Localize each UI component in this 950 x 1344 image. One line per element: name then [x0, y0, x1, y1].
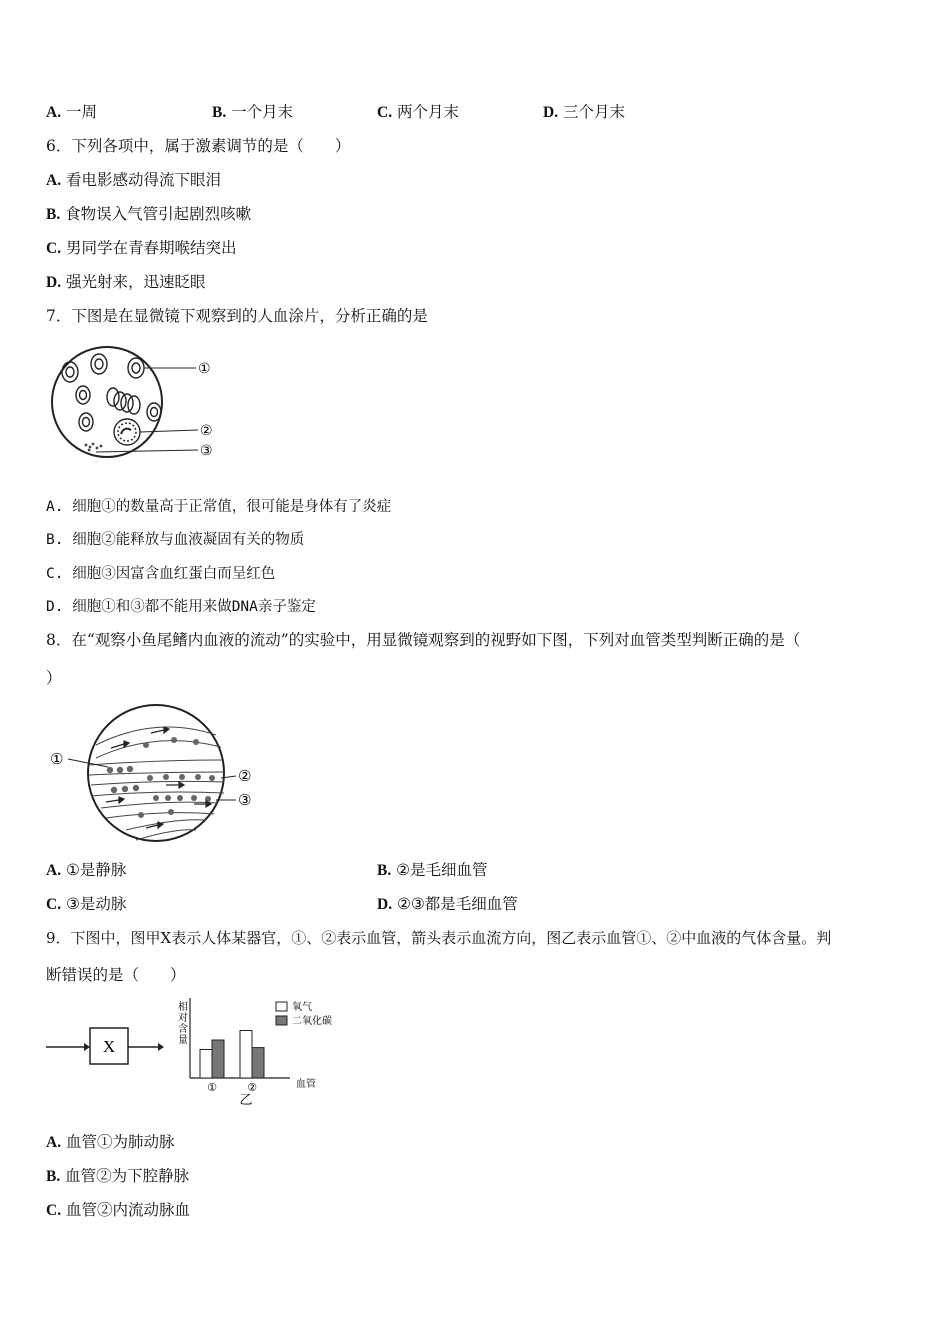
fish-tail-vessel-figure [46, 700, 266, 850]
q8-label-2: ② [238, 767, 252, 785]
bar-oxygen-vessel-2 [240, 1031, 252, 1079]
q7-label-3: ③ [200, 443, 213, 459]
bar-co2-vessel-1 [212, 1040, 224, 1078]
chart-xlabel: 血管 [296, 1079, 316, 1090]
q7-option-a: A. 细胞①的数量高于正常值，很可能是身体有了炎症 [46, 499, 392, 515]
q8-stem-line2: ） [46, 669, 62, 687]
q8-stem-line1: 8．在“观察小鱼尾鳍内血液的流动”的实验中，用显微镜观察到的视野如下图，下列对血管类型判断正确的是（ [46, 631, 801, 649]
q5-option-a: A. 一周 [46, 103, 98, 121]
q6-option-a: A. 看电影感动得流下眼泪 [46, 171, 222, 189]
legend-oxygen-swatch [276, 1002, 287, 1011]
legend-oxygen: 氧气 [292, 1002, 312, 1013]
bar-oxygen-vessel-1 [200, 1050, 212, 1079]
q8-option-b: B. ②是毛细血管 [377, 861, 488, 879]
q7-option-c: C. 细胞③因富含血红蛋白而呈红色 [46, 566, 276, 582]
q9-stem-line1: 9．下图中，图甲X表示人体某器官，①、②表示血管，箭头表示血流方向，图乙表示血管①、②中血液的气体含量。判 [46, 929, 832, 947]
q7-label-2: ② [200, 423, 213, 439]
q8-label-1: ① [50, 750, 64, 768]
q8-option-a: A. ①是静脉 [46, 861, 127, 879]
chart-legend [276, 1000, 332, 1027]
organ-label: X [102, 1037, 116, 1056]
q9-option-a: A. 血管①为肺动脉 [46, 1133, 175, 1151]
gas-content-chart [168, 996, 368, 1108]
q6-stem: 6．下列各项中，属于激素调节的是（ ） [46, 137, 351, 155]
q5-option-d: D. 三个月末 [543, 103, 626, 121]
q7-option-b: B. 细胞②能释放与血液凝固有关的物质 [46, 532, 305, 548]
organ-x-diagram [46, 1022, 176, 1072]
q6-option-d: D. 强光射来，迅速眨眼 [46, 273, 206, 291]
q6-option-c: C. 男同学在青春期喉结突出 [46, 239, 237, 257]
chart-ylabel-1: 相 [178, 1002, 188, 1013]
q9-option-b: B. 血管②为下腔静脉 [46, 1167, 190, 1185]
chart-ylabel-4: 量 [178, 1035, 188, 1046]
q7-option-d: D. 细胞①和③都不能用来做DNA亲子鉴定 [46, 599, 316, 615]
blood-smear-figure [46, 340, 226, 470]
chart-ylabel-2: 对 [178, 1013, 188, 1024]
q5-option-b: B. 一个月末 [212, 103, 294, 121]
q8-option-c: C. ③是动脉 [46, 895, 127, 913]
chart-title: 乙 [239, 1093, 253, 1108]
q8-label-3: ③ [238, 791, 252, 809]
chart-ylabel-3: 含 [178, 1024, 188, 1035]
q6-option-b: B. 食物误入气管引起剧烈咳嗽 [46, 205, 252, 223]
q9-option-c: C. 血管②内流动脉血 [46, 1201, 191, 1219]
q9-stem-line2: 断错误的是（ ） [46, 966, 186, 984]
q7-stem: 7．下图是在显微镜下观察到的人血涂片，分析正确的是 [46, 307, 428, 325]
x-tick-vessel-2: ② [247, 1081, 257, 1094]
x-tick-vessel-1: ① [207, 1081, 217, 1094]
bar-co2-vessel-2 [252, 1048, 264, 1078]
q8-option-d: D. ②③都是毛细血管 [377, 895, 518, 913]
q7-label-1: ① [198, 361, 211, 377]
legend-co2-swatch [276, 1016, 287, 1025]
legend-co2: 二氧化碳 [292, 1016, 332, 1027]
q5-option-c: C. 两个月末 [377, 103, 460, 121]
